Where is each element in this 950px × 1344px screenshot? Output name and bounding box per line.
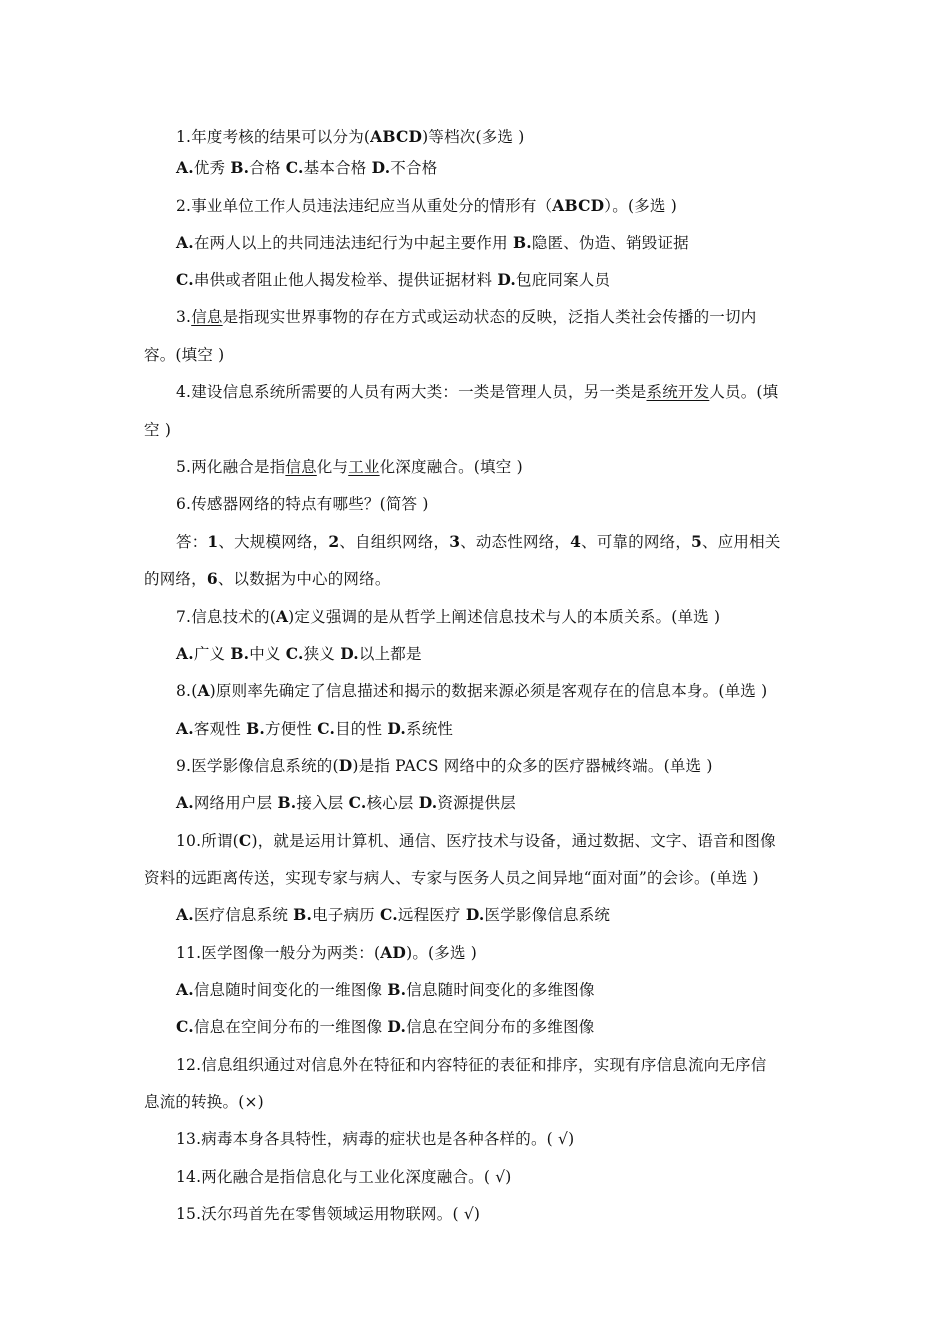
answer-num: 1 — [207, 532, 219, 551]
option-text: 优秀 — [193, 159, 231, 177]
q7-text-end: )定义强调的是从哲学上阐述信息技术与人的本质关系。(单选 ) — [288, 608, 721, 626]
q8-answer: A — [197, 681, 210, 700]
q4-type: 空 ) — [144, 421, 172, 439]
q10-options — [176, 905, 610, 925]
option-text: 网络用户层 — [193, 794, 278, 812]
option-key: B. — [230, 158, 250, 177]
q8-text: 8.( — [176, 682, 198, 700]
option-key: B. — [512, 233, 532, 252]
question-4 — [176, 382, 778, 402]
option-text: 医疗信息系统 — [193, 906, 294, 924]
option-text: 资源提供层 — [437, 794, 516, 812]
q15-text: 15.沃尔玛首先在零售领域运用物联网。( √) — [176, 1205, 481, 1223]
q11-type: )。(多选 ) — [406, 944, 478, 962]
question-8 — [176, 681, 767, 701]
option-text: 狭义 — [303, 645, 341, 663]
option-key: C. — [285, 158, 304, 177]
option-text: 方便性 — [264, 720, 318, 738]
q2-text: 2.事业单位工作人员违法违纪应当从重处分的情形有（ — [176, 197, 553, 215]
question-10 — [176, 831, 776, 851]
option-text: 在两人以上的共同违法违纪行为中起主要作用 — [193, 234, 513, 252]
option-key: B. — [277, 793, 297, 812]
question-3 — [176, 307, 756, 327]
q5-text: 5.两化融合是指 — [176, 458, 286, 476]
option-text: 合格 — [249, 159, 286, 177]
question-1 — [176, 127, 525, 147]
q7-text: 7.信息技术的( — [176, 608, 276, 626]
q1-answer: ABCD — [370, 127, 423, 146]
question-10-cont — [144, 868, 759, 888]
answer-num: 5 — [691, 532, 703, 551]
question-13 — [176, 1129, 574, 1149]
answer-item: 的网络， — [144, 570, 207, 588]
option-key: D. — [497, 270, 516, 289]
option-text: 电子病历 — [312, 906, 380, 924]
answer-item: 、自组织网络， — [339, 533, 450, 551]
question-4-cont — [144, 420, 171, 440]
option-text: 包庇同案人员 — [516, 271, 611, 289]
question-2 — [176, 196, 677, 216]
q12-text: 12.信息组织通过对信息外在特征和内容特征的表征和排序，实现有序信息流向无序信 — [176, 1056, 767, 1074]
option-key: D. — [387, 719, 406, 738]
option-key: A. — [176, 980, 194, 999]
option-text: 信息随时间变化的一维图像 — [193, 981, 388, 999]
answer-num: 4 — [570, 532, 582, 551]
option-key: C. — [176, 270, 194, 289]
option-text: 中义 — [249, 645, 286, 663]
q10-text: 10.所谓( — [176, 832, 239, 850]
option-key: B. — [293, 905, 313, 924]
q1-type: )等档次(多选 ) — [422, 128, 525, 146]
question-12 — [176, 1055, 766, 1075]
question-9 — [176, 756, 713, 776]
q9-text: 9.医学影像信息系统的( — [176, 757, 339, 775]
q8-options — [176, 719, 453, 739]
option-key: D. — [465, 905, 485, 924]
option-key: D. — [418, 793, 438, 812]
option-key: B. — [387, 980, 407, 999]
q4-answer: 系统开发 — [646, 383, 710, 401]
q2-type: ）。(多选 ) — [604, 197, 677, 215]
question-6 — [176, 494, 429, 514]
q9-options — [176, 793, 516, 813]
option-key: D. — [340, 644, 359, 663]
option-key: A. — [176, 793, 194, 812]
option-key: A. — [176, 233, 194, 252]
question-15 — [176, 1204, 480, 1224]
option-text: 广义 — [193, 645, 231, 663]
q5-text-end: 化深度融合。(填空 ) — [379, 458, 523, 476]
q9-text-end: )是指 PACS 网络中的众多的医疗器械终端。(单选 ) — [352, 757, 713, 775]
answer-item: 、可靠的网络， — [581, 533, 692, 551]
q2-options-line2 — [176, 270, 610, 290]
q7-answer: A — [275, 607, 289, 626]
option-key: A. — [176, 158, 194, 177]
option-key: C. — [317, 719, 336, 738]
q11-text: 11.医学图像一般分为两类：( — [176, 944, 381, 962]
q14-text: 14.两化融合是指信息化与工业化深度融合。( √) — [176, 1168, 512, 1186]
option-text: 系统性 — [406, 720, 454, 738]
q5-answer-1: 信息 — [285, 458, 317, 476]
question-5 — [176, 457, 523, 477]
answer-num: 2 — [328, 532, 340, 551]
option-text: 基本合格 — [303, 159, 372, 177]
question-3-cont — [144, 345, 224, 365]
option-key: D. — [387, 1017, 407, 1036]
q10-answer: C — [238, 831, 252, 850]
q4-text: 4.建设信息系统所需要的人员有两大类：一类是管理人员，另一类是 — [176, 383, 647, 401]
answer-item: 、应用相关 — [702, 533, 781, 551]
option-key: C. — [348, 793, 367, 812]
option-key: A. — [176, 719, 194, 738]
q11-answer: AD — [380, 943, 407, 962]
q8-text-end: )原则率先确定了信息描述和揭示的数据来源必须是客观存在的信息本身。(单选 ) — [209, 682, 768, 700]
answer-num: 3 — [449, 532, 461, 551]
q5-answer-2: 工业 — [348, 458, 380, 476]
option-key: A. — [176, 644, 194, 663]
question-14 — [176, 1167, 512, 1187]
question-12-cont — [144, 1092, 264, 1112]
option-text: 目的性 — [335, 720, 388, 738]
q13-text: 13.病毒本身各具特性，病毒的症状也是各种各样的。( √) — [176, 1130, 575, 1148]
answer-item: 、动态性网络， — [460, 533, 571, 551]
option-text: 远程医疗 — [397, 906, 466, 924]
answer-label: 答： — [176, 533, 208, 551]
q1-text: 1.年度考核的结果可以分为( — [176, 128, 371, 146]
q3-text: 是指现实世界事物的存在方式或运动状态的反映，泛指人类社会传播的一切内 — [222, 308, 757, 326]
q6-answer-line2 — [144, 569, 391, 589]
option-text: 以上都是 — [358, 645, 422, 663]
q3-answer: 信息 — [191, 308, 223, 326]
option-text: 信息在空间分布的多维图像 — [406, 1018, 595, 1036]
q9-answer: D — [338, 756, 353, 775]
answer-item: 、以数据为中心的网络。 — [217, 570, 391, 588]
q7-options — [176, 644, 422, 664]
answer-num: 6 — [206, 569, 218, 588]
option-key: C. — [176, 1017, 194, 1036]
q4-text-end: 人员。(填 — [709, 383, 779, 401]
q3-type: 容。(填空 ) — [144, 346, 225, 364]
q1-options — [176, 158, 437, 178]
option-key: C. — [380, 905, 398, 924]
option-key: D. — [371, 158, 391, 177]
option-text: 核心层 — [366, 794, 419, 812]
option-text: 隐匿、伪造、销毁证据 — [531, 234, 689, 252]
q2-answer: ABCD — [552, 196, 605, 215]
q11-options-line1 — [176, 980, 595, 1000]
option-text: 串供或者阻止他人揭发检举、提供证据材料 — [193, 271, 498, 289]
option-key: B. — [230, 644, 250, 663]
option-text: 信息随时间变化的多维图像 — [406, 981, 595, 999]
q11-options-line2 — [176, 1017, 595, 1037]
option-text: 接入层 — [296, 794, 349, 812]
q10-text-cont: 资料的远距离传送，实现专家与病人、专家与医务人员之间异地“面对面”的会诊。(单选 ) — [144, 869, 759, 887]
question-11 — [176, 943, 477, 963]
option-key: A. — [176, 905, 194, 924]
option-text: 医学影像信息系统 — [484, 906, 611, 924]
option-key: C. — [285, 644, 304, 663]
question-7 — [176, 607, 720, 627]
option-text: 客观性 — [193, 720, 247, 738]
q10-text-end: )，就是运用计算机、通信、医疗技术与设备，通过数据、文字、语音和图像 — [251, 832, 776, 850]
q5-text-mid: 化与 — [316, 458, 349, 476]
option-text: 不合格 — [390, 159, 438, 177]
q12-text-cont: 息流的转换。(×) — [144, 1093, 264, 1111]
q2-options-line1 — [176, 233, 689, 253]
answer-item: 、大规模网络， — [218, 533, 329, 551]
option-text: 信息在空间分布的一维图像 — [193, 1018, 388, 1036]
option-key: B. — [246, 719, 265, 738]
q6-answer-line1 — [176, 532, 781, 552]
q3-number: 3. — [176, 308, 192, 326]
q6-text: 6.传感器网络的特点有哪些？(简答 ) — [176, 495, 429, 513]
